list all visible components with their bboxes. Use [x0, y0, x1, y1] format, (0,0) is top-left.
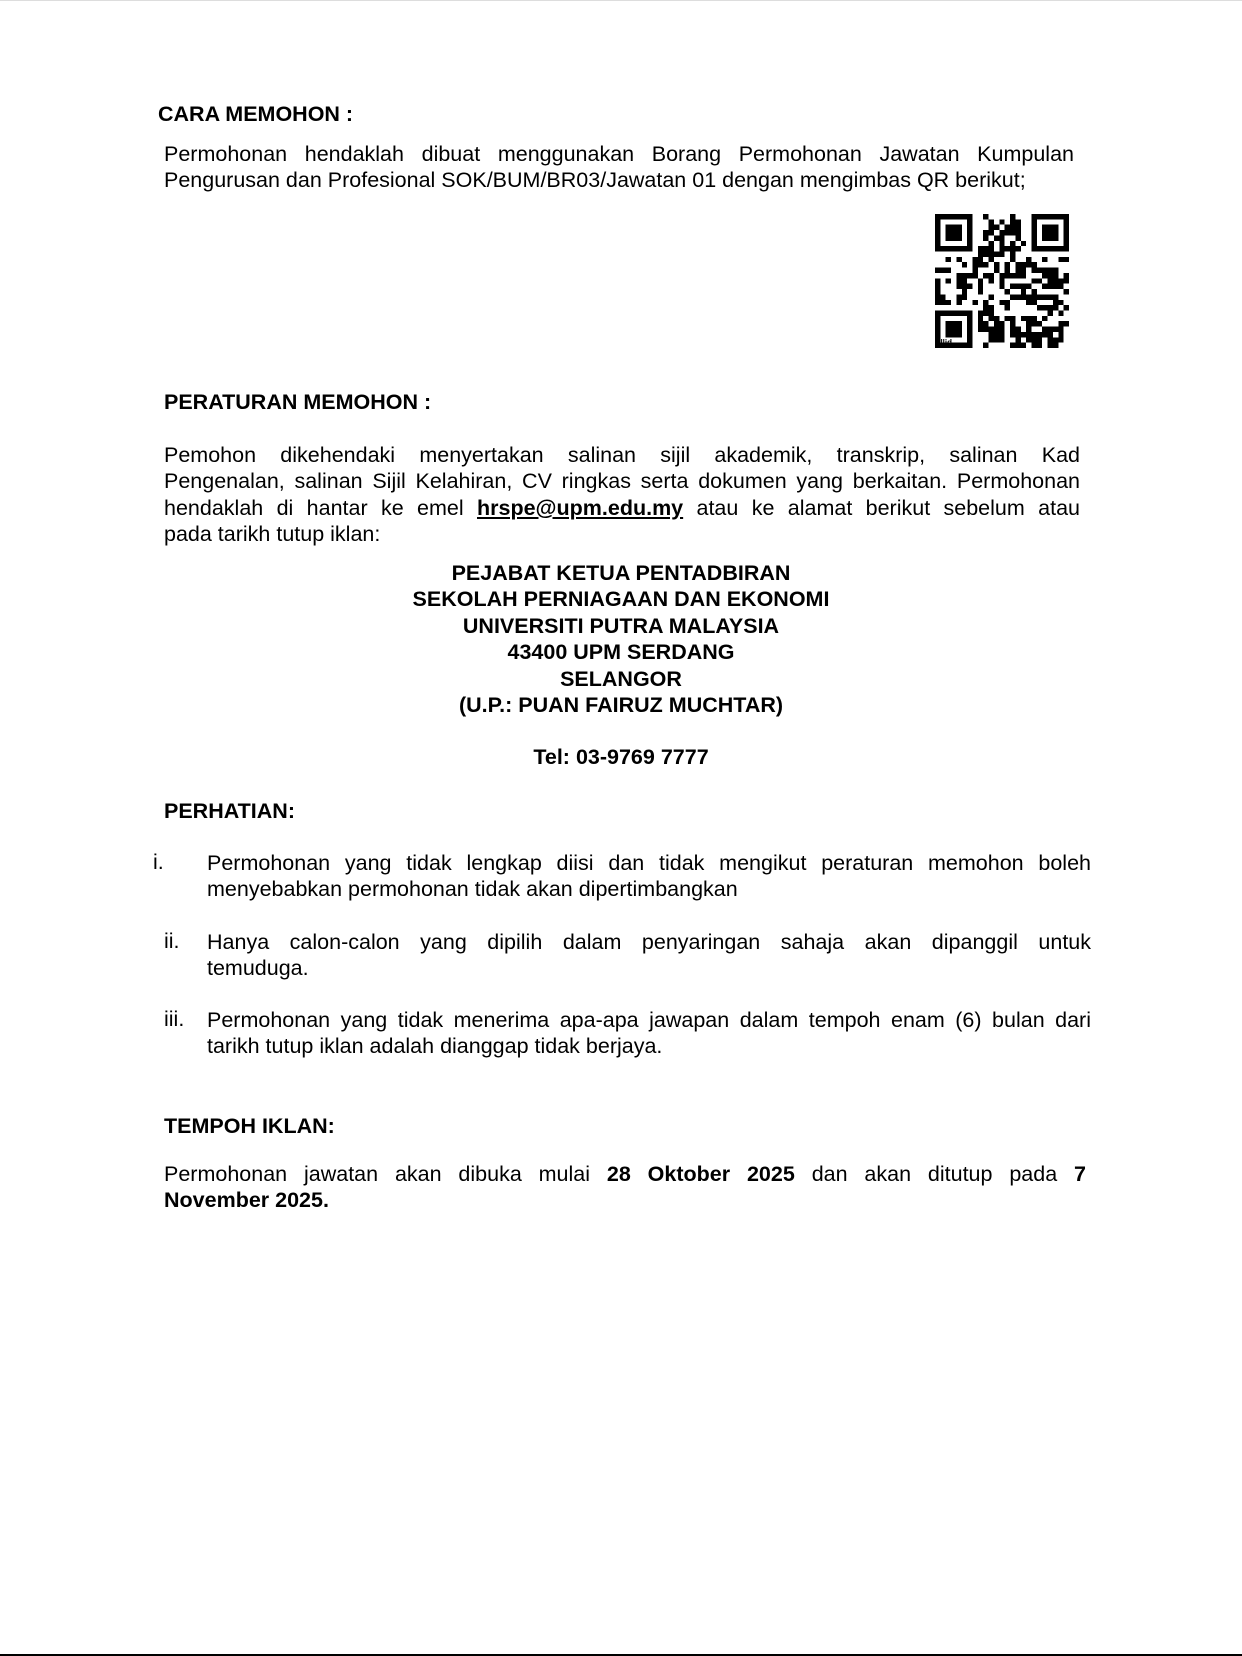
paragraph-line: Pemohon dikehendaki menyertakan salinan sijil akademik, transkrip, salinan Kad [164, 443, 1080, 467]
list-item-line: temuduga. [207, 956, 309, 981]
address-block [321, 560, 921, 718]
qr-code-image [935, 214, 1069, 348]
text: atau ke alamat berikut sebelum atau [696, 495, 1080, 520]
telephone: Tel: 03-9769 7777 [533, 745, 709, 769]
close-date-rest: November 2025. [164, 1188, 329, 1213]
cara-memohon-paragraph [164, 141, 1074, 194]
address-line: SELANGOR [560, 666, 682, 691]
paragraph-line [164, 1161, 1086, 1187]
paragraph-line: Permohonan hendaklah dibuat menggunakan Borang Permohonan Jawatan Kumpulan [164, 142, 1074, 166]
text: hendaklah di hantar ke emel [164, 495, 464, 520]
address-line: SEKOLAH PERNIAGAAN DAN EKONOMI [412, 587, 830, 612]
qr-caption: yllid [936, 338, 953, 347]
email-link[interactable]: hrspe@upm.edu.my [477, 495, 684, 520]
address-line: UNIVERSITI PUTRA MALAYSIA [462, 613, 780, 638]
list-item [207, 1007, 1091, 1060]
peraturan-memohon-heading: PERATURAN MEMOHON : [164, 390, 432, 414]
peraturan-paragraph [164, 442, 1080, 548]
text: Permohonan jawatan akan dibuka mulai [164, 1162, 591, 1186]
list-number: i. [153, 850, 164, 874]
perhatian-heading: PERHATIAN: [164, 799, 295, 823]
list-item-line: Hanya calon-calon yang dipilih dalam penyaringan sahaja akan dipanggil untuk [207, 930, 1091, 954]
qr-code[interactable] [935, 214, 1069, 348]
list-item-line: Permohonan yang tidak menerima apa-apa jawapan dalam tempoh enam (6) bulan dari [207, 1008, 1091, 1032]
tempoh-paragraph [164, 1161, 1086, 1214]
open-date: 28 Oktober 2025 [606, 1162, 795, 1186]
address-line: 43400 UPM SERDANG [507, 640, 735, 665]
list-item-line: Permohonan yang tidak lengkap diisi dan tidak mengikut peraturan memohon boleh [207, 851, 1091, 875]
paragraph-line: pada tarikh tutup iklan: [164, 522, 381, 547]
page-top-border [0, 0, 1242, 1]
text: dan akan ditutup pada [811, 1162, 1058, 1186]
paragraph-line: Pengurusan dan Profesional SOK/BUM/BR03/Jawatan 01 dengan mengimbas QR berikut; [164, 168, 1026, 193]
list-item-line: tarikh tutup iklan adalah dianggap tidak berjaya. [207, 1034, 663, 1059]
paragraph-line [164, 495, 1080, 521]
paragraph-line: Pengenalan, salinan Sijil Kelahiran, CV ringkas serta dokumen yang berkaitan. Permohonan [164, 469, 1080, 494]
cara-memohon-heading: CARA MEMOHON : [158, 102, 354, 126]
tempoh-iklan-heading: TEMPOH IKLAN: [164, 1114, 335, 1138]
list-item [207, 850, 1091, 903]
list-number: ii. [164, 929, 180, 953]
close-date-day: 7 [1074, 1162, 1086, 1186]
address-line: PEJABAT KETUA PENTADBIRAN [451, 561, 791, 585]
address-line: (U.P.: PUAN FAIRUZ MUCHTAR) [458, 692, 784, 717]
list-item [207, 929, 1091, 982]
list-number: iii. [164, 1007, 185, 1031]
list-item-line: menyebabkan permohonan tidak akan dipertimbangkan [207, 877, 738, 902]
